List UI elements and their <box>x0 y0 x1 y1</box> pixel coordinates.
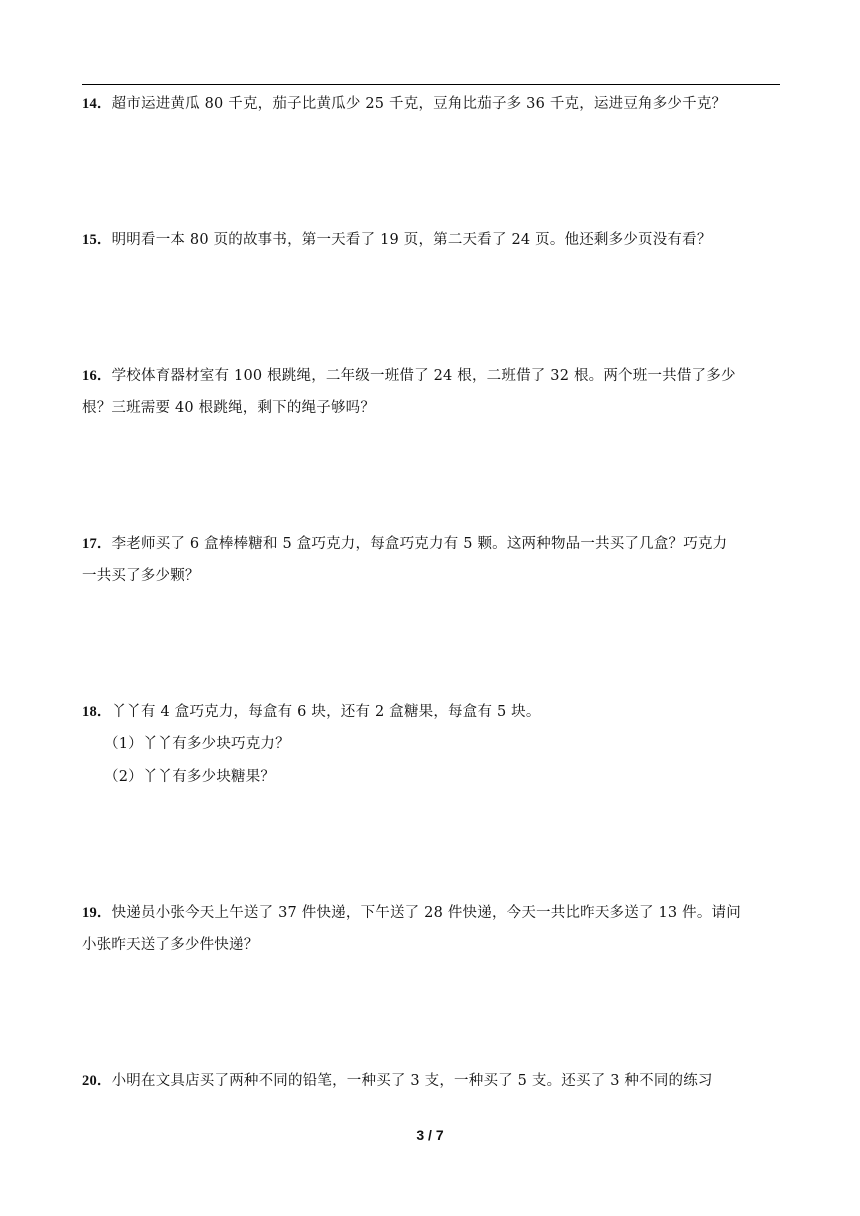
question-20-text: 小明在文具店买了两种不同的铅笔，一种买了 3 支，一种买了 5 支。还买了 3 种不同的练习 <box>111 1073 713 1089</box>
question-18-sub-2-text: （2）丫丫有多少块糖果？ <box>104 769 276 785</box>
question-15-text: 明明看一本 80 页的故事书，第一天看了 19 页，第二天看了 24 页。他还剩多少页没有看？ <box>111 232 712 248</box>
question-19-text-2: 小张昨天送了多少件快递？ <box>82 937 259 953</box>
question-18-line-1 <box>82 702 541 722</box>
question-19-line-2 <box>82 935 258 955</box>
question-18-number: 18． <box>82 704 112 720</box>
question-17-line-1 <box>82 534 727 554</box>
question-16-line-2 <box>82 398 375 418</box>
question-20-line-1 <box>82 1071 713 1091</box>
question-15-number: 15． <box>82 232 112 248</box>
question-19-text-1: 快递员小张今天上午送了 37 件快递，下午送了 28 件快递，今天一共比昨天多送了 13 件。请问 <box>111 905 741 921</box>
question-16-line-1 <box>82 366 736 386</box>
question-17-text-1: 李老师买了 6 盒棒棒糖和 5 盒巧克力，每盒巧克力有 5 颗。这两种物品一共买了几盒？巧克力 <box>111 536 728 552</box>
question-18-sub-1-text: （1）丫丫有多少块巧克力？ <box>104 736 290 752</box>
question-16-number: 16． <box>82 368 112 384</box>
question-14-text: 超市运进黄瓜 80 千克，茄子比黄瓜少 25 千克，豆角比茄子多 36 千克，运进豆角多少千克？ <box>111 96 727 112</box>
page-indicator: 3 / 7 <box>416 1127 444 1143</box>
question-17-number: 17． <box>82 536 112 552</box>
question-14-number: 14． <box>82 96 112 112</box>
question-18-text: 丫丫有 4 盒巧克力，每盒有 6 块，还有 2 盒糖果，每盒有 5 块。 <box>111 704 541 720</box>
question-18-sub-1 <box>104 734 290 754</box>
question-14-line-1 <box>82 94 726 114</box>
header-rule <box>82 84 780 85</box>
question-15-line-1 <box>82 230 712 250</box>
question-19-number: 19． <box>82 905 112 921</box>
question-18-sub-2 <box>104 767 275 787</box>
question-20-number: 20． <box>82 1073 112 1089</box>
question-17-line-2 <box>82 566 200 586</box>
question-17-text-2: 一共买了多少颗？ <box>82 568 200 584</box>
question-16-text-1: 学校体育器材室有 100 根跳绳，二年级一班借了 24 根，二班借了 32 根。两个班一共借了多少 <box>111 368 736 384</box>
question-16-text-2: 根？三班需要 40 根跳绳，剩下的绳子够吗？ <box>82 400 376 416</box>
question-19-line-1 <box>82 903 741 923</box>
